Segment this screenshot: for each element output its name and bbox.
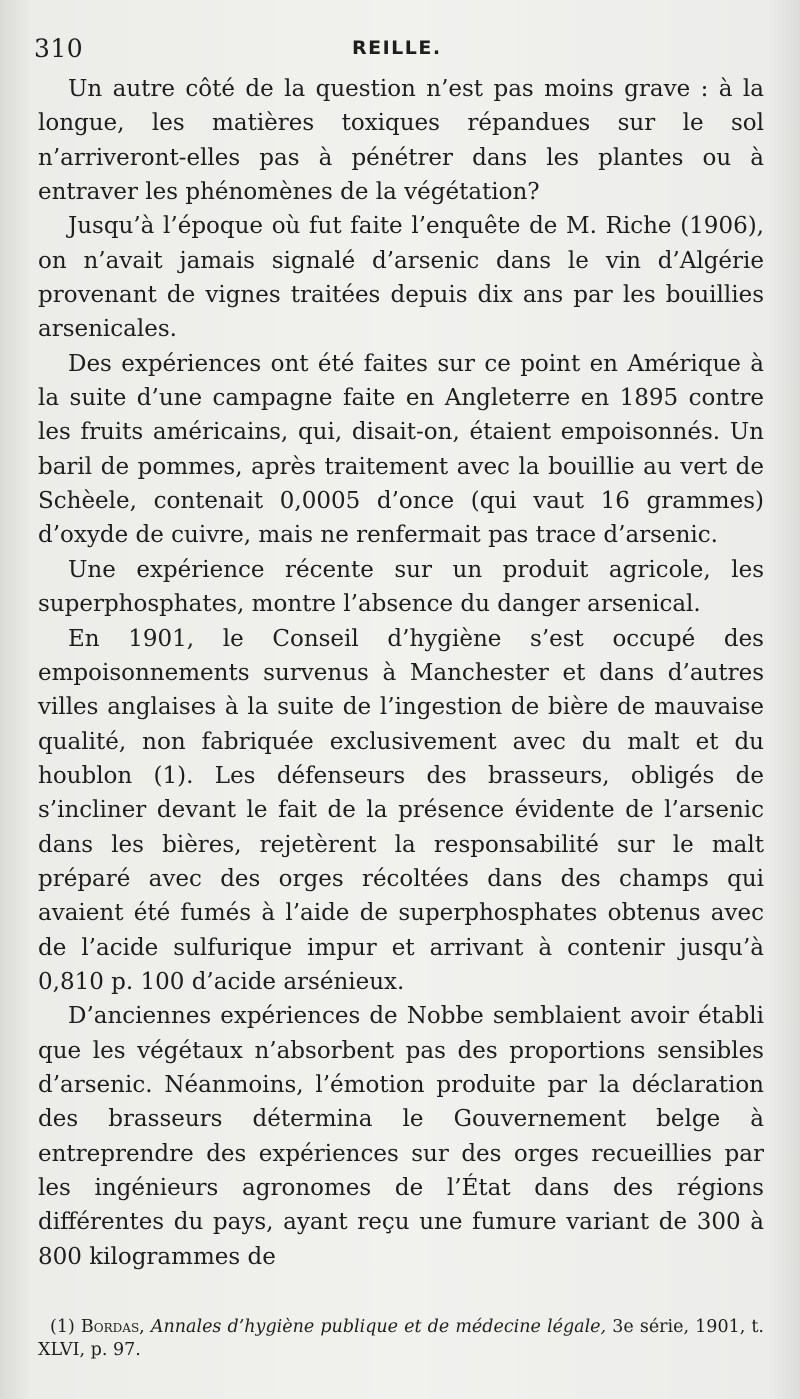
paragraph: En 1901, le Conseil d’hygiène s’est occupé des empoisonnements survenus à Manchester et dans d’autres villes anglaises à la suite de l’ingestion de bière de mauvaise qualité, non fabriquée exclusivement avec du malt et du houblon (1). Les défenseurs des brasseurs, obligés de s’incliner devant le fait de la présence évidente de l’arsenic dans les bières, rejetèrent la responsabilité sur le malt préparé avec des orges récoltées dans des champs qui avaient été fumés à l’aide de superphosphates obtenus avec de l’acide sulfurique impur et arrivant à contenir jusqu’à 0,810 p. 100 d’acide arsénieux. xyxy=(38,625,764,995)
footnote-author: Bordas, xyxy=(80,1317,145,1337)
paragraph: Des expériences ont été faites sur ce point en Amérique à la suite d’une campagne faite en Angleterre en 1895 contre les fruits américains, qui, disait-on, étaient empoisonnés. Un baril de pommes, après traitement avec la bouillie au vert de Schèele, contenait 0,0005 d’once (qui vaut 16 grammes) d’oxyde de cuivre, mais ne renfermait pas trace d’arsenic. xyxy=(38,350,764,549)
footnote-details: 3e série, 1901, t. XLVI, p. 97. xyxy=(38,1317,764,1360)
footnote-title: Annales d’hygiène publique et de médecine légale, xyxy=(150,1317,607,1337)
page-header xyxy=(34,32,764,62)
running-head: REILLE. xyxy=(352,37,442,59)
footnote-marker: (1) xyxy=(50,1317,75,1337)
page-number: 310 xyxy=(34,34,84,63)
paragraph: D’anciennes expériences de Nobbe semblaient avoir établi que les végétaux n’absorbent pas des proportions sensibles d’arsenic. Néanmoins, l’émotion produite par la déclaration des brasseurs détermina le Gouvernement belge à entreprendre des expériences sur des orges recueillies par les ingénieurs agronomes de l’État dans des régions différentes du pays, ayant reçu une fumure variant de 300 à 800 kilogrammes de xyxy=(38,1003,764,1270)
footnote xyxy=(38,1316,764,1362)
paragraph: Une expérience récente sur un produit agricole, les superphosphates, montre l’absence du danger arsenical. xyxy=(38,556,764,618)
paragraph: Un autre côté de la question n’est pas moins grave : à la longue, les matières toxiques répandues sur le sol n’arriveront-elles pas à pénétrer dans les plantes ou à entraver les phénomènes de la végétation? xyxy=(38,76,764,206)
body-text xyxy=(38,72,764,1274)
paragraph: Jusqu’à l’époque où fut faite l’enquête de M. Riche (1906), on n’avait jamais signalé d’arsenic dans le vin d’Algérie provenant de vignes traitées depuis dix ans par les bouillies arsenicales. xyxy=(38,213,764,343)
